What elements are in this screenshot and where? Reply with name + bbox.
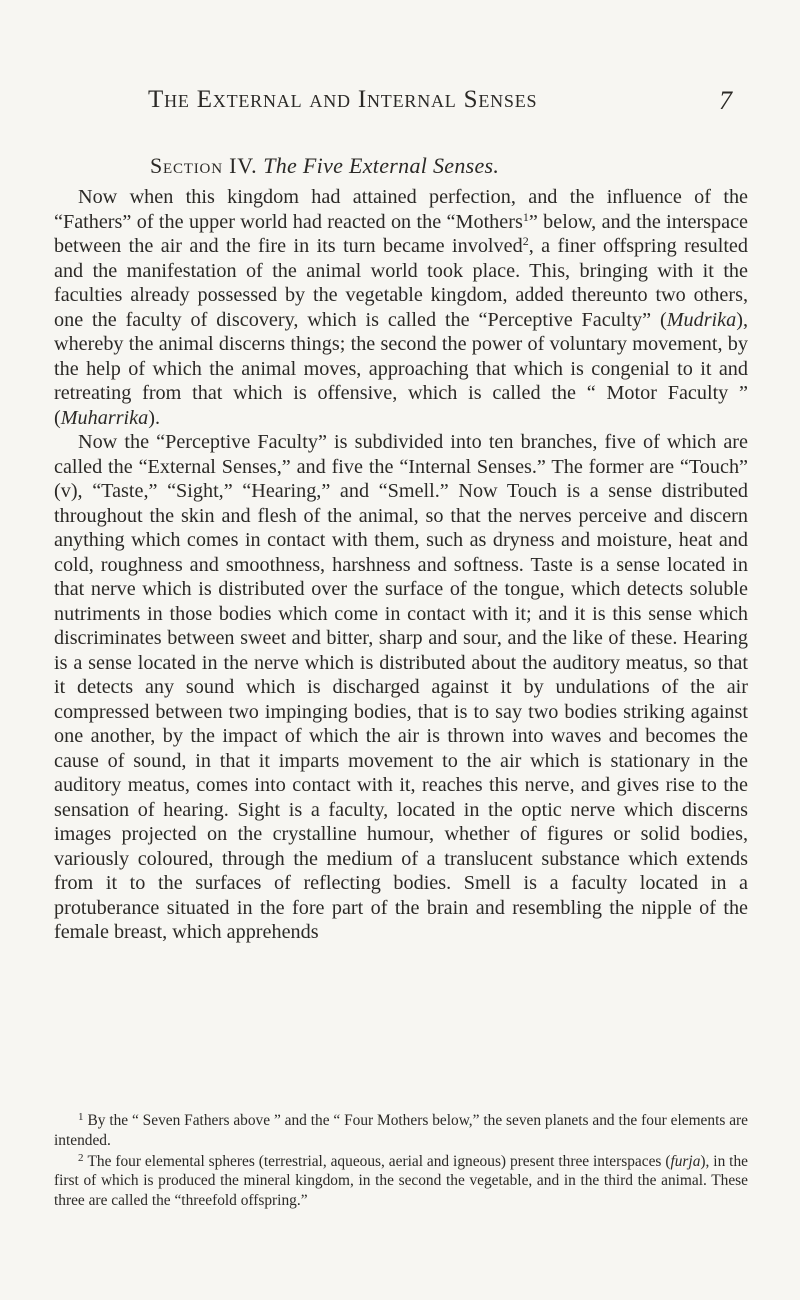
paragraph-1-text-e: ).: [148, 406, 160, 429]
footnote-ref-2: 2: [522, 234, 529, 248]
term-mudrika: Mudrika: [666, 308, 737, 331]
body-text: [54, 185, 748, 945]
paragraph-1-text-b: ” below, and the interspace between the air and the fire in its turn became involved: [54, 210, 748, 257]
footnote-1: [54, 1111, 748, 1151]
term-muharrika: Muharrika: [60, 406, 149, 429]
paragraph-1-text-c: , a finer offspring resulted and the manifestation of the animal world took place. This, bringing with it the faculties already possessed by the vegetable kingdom, added thereunto two others, one the faculty of discovery, which is called the “Perceptive Faculty” (: [54, 235, 748, 331]
footnote-2-mark: 2: [78, 1151, 84, 1164]
footnotes: [54, 1111, 748, 1212]
footnote-1-text: By the “ Seven Fathers above ” and the “ Four Mothers below,” the seven planets and the four elements are intended.: [54, 1112, 748, 1149]
running-head: [140, 86, 740, 116]
paragraph-1: [54, 185, 748, 430]
section-heading: [150, 153, 499, 179]
page-number: 7: [719, 86, 732, 115]
paragraph-1-text-d: ), whereby the animal discerns things; the second the power of voluntary movement, by the help of which the animal moves, approaching that which is congenial to it and retreating from that which is offensive, which is called the “ Motor Faculty ” (: [54, 308, 748, 429]
footnote-ref-1: 1: [522, 209, 529, 224]
paragraph-2: Now the “Perceptive Faculty” is subdivided into ten branches, five of which are called the “External Senses,” and five the “Internal Senses.” The former are “Touch” (v), “Taste,” “Sight,” “Hearing,” and “Smell.” Now Touch is a sense distributed throughout the skin and flesh of the animal, so that the nerves perceive and discern anything which comes in contact with them, such as dryness and moisture, heat and cold, roughness and smoothness, harshness and softness. Taste is a sense located in that nerve which is distributed over the surface of the tongue, which detects soluble nutriments in those bodies which come in contact with it; and it is this sense which discriminates between sweet and bitter, sharp and sour, and the like of these. Hearing is a sense located in the nerve which is distributed about the auditory meatus, so that it detects any sound which is discharged against it by undulations of the air compressed between two impinging bodies, that is to say two bodies striking against one another, by the impact of which the air is thrown into waves and becomes the cause of sound, in that it imparts movement to the air which is stationary in the auditory meatus, comes into contact with it, reaches this nerve, and gives rise to the sensation of hearing. Sight is a faculty, located in the optic nerve which discerns images projected on the crystalline humour, whether of figures or solid bodies, variously coloured, through the medium of a translucent substance which extends from it to the surfaces of reflecting bodies. Smell is a faculty located in a protuberance situated in the fore part of the brain and resembling the nipple of the female breast, which apprehends: [54, 431, 748, 943]
section-label: Section IV.: [150, 153, 258, 178]
term-furja: furja: [670, 1152, 701, 1170]
running-title: The External and Internal Senses: [148, 86, 538, 113]
section-title: The Five External Senses.: [263, 153, 500, 178]
paragraph-1-text-a: Now when this kingdom had attained perfection, and the influence of the “Fathers” of the upper world had reacted on the “Mothers: [54, 186, 748, 233]
footnote-2-text-a: The four elemental spheres (terrestrial, aqueous, aerial and igneous) present three interspaces (: [87, 1152, 671, 1170]
footnote-2-text-b: ), in the first of which is produced the mineral kingdom, in the second the vegetable, and in the third the animal. These three are called the “threefold offspring.”: [54, 1152, 748, 1210]
footnote-1-mark: 1: [78, 1111, 84, 1123]
footnote-2: [54, 1152, 748, 1211]
